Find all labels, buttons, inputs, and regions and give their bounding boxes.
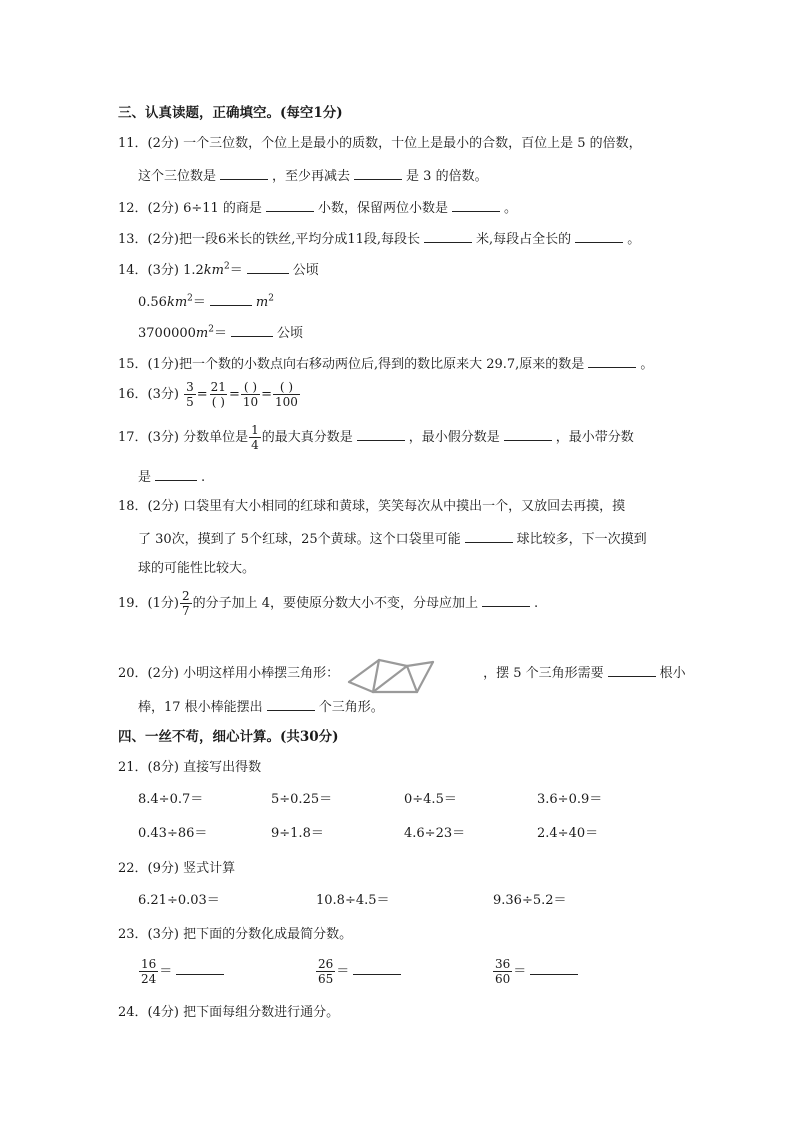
calc-item: 0.43÷86＝ [138, 826, 208, 841]
calc-item: 2.4÷40＝ [537, 826, 599, 841]
question-18-line2: 了 30次，摸到了 5个红球，25个黄球。这个口袋里可能 球比较多，下一次摸到 [138, 528, 647, 550]
question-11-line1: 11．(2分) 一个三位数，个位上是最小的质数，十位上是最小的合数，百位上是 5 的倍数， [118, 136, 642, 151]
question-14-line1: 14．(3分) $1.2km^2=$ 公顷 [118, 259, 319, 281]
question-20-line1: 20．(2分) 小明这样用小棒摆三角形： ，摆 5 个三角形需要 根小 [118, 648, 686, 700]
question-21-title: 21．(8分) 直接写出得数 [118, 760, 262, 775]
answer-blank[interactable] [465, 528, 513, 543]
answer-blank[interactable] [231, 322, 273, 337]
calc-item: 10.8÷4.5＝ [316, 893, 390, 908]
question-19: 19．(1分) $\frac{2}{7}$ 的分子加上 4，要使原分数大小不变，分母应加上 . [118, 589, 539, 618]
question-18-line1: 18．(2分) 口袋里有大小相同的红球和黄球，笑笑每次从中摸出一个，又放回去再摸，摸 [118, 499, 626, 514]
answer-blank[interactable] [210, 291, 252, 306]
question-24-title: 24．(4分) 把下面每组分数进行通分。 [118, 1005, 340, 1020]
answer-blank[interactable] [247, 259, 289, 274]
answer-blank[interactable] [575, 228, 623, 243]
fraction: $\frac{( )}{100}$ [275, 380, 298, 409]
question-17-line2: 是 . [138, 466, 205, 488]
answer-blank[interactable] [176, 960, 224, 975]
question-14-line2: $0.56km^2= m^2$ [138, 291, 274, 313]
calc-item: 6.21÷0.03＝ [138, 893, 220, 908]
calc-item: 4.6÷23＝ [404, 826, 466, 841]
fraction: $\frac{16}{24}$ [141, 957, 157, 986]
question-16: 16．(3分) $\frac{3}{5}$ = $\frac{21}{( )}$ = $\frac{( )}{10}$ = $\frac{( )}{100}$ [118, 380, 298, 409]
question-17-line1: 17．(3分) 分数单位是 $\frac{1}{4}$ 的最大真分数是 ，最小假分数是 ，最小带分数 [118, 423, 634, 452]
answer-blank[interactable] [220, 165, 268, 180]
answer-blank[interactable] [588, 353, 636, 368]
fraction: $\frac{26}{65}$ [318, 957, 334, 986]
answer-blank[interactable] [353, 960, 401, 975]
question-13: 13．(2分)把一段6米长的铁丝,平均分成11段,每段长 米,每段占全长的 。 [118, 228, 640, 250]
question-20-line2: 棒，17 根小棒能摆出 个三角形。 [138, 696, 384, 718]
calc-item: 8.4÷0.7＝ [138, 792, 204, 807]
question-18-line3: 球的可能性比较大。 [138, 561, 256, 576]
fraction: $\frac{1}{4}$ [251, 423, 259, 452]
section-3-title: 三、认真读题，正确填空。(每空1分) [118, 105, 343, 121]
question-12: 12．(2分) 6÷11 的商是 小数，保留两位小数是 。 [118, 197, 517, 219]
answer-blank[interactable] [530, 960, 578, 975]
answer-blank[interactable] [155, 466, 197, 481]
calc-item: 5÷0.25＝ [271, 792, 333, 807]
answer-blank[interactable] [482, 592, 530, 607]
question-22-title: 22．(9分) 竖式计算 [118, 861, 236, 876]
answer-blank[interactable] [354, 165, 402, 180]
answer-blank[interactable] [608, 662, 656, 677]
answer-blank[interactable] [267, 696, 315, 711]
answer-blank[interactable] [424, 228, 472, 243]
triangle-sticks-figure [343, 652, 439, 696]
calc-item: 9.36÷5.2＝ [493, 893, 567, 908]
fraction: $\frac{( )}{10}$ [242, 380, 259, 409]
answer-blank[interactable] [504, 426, 552, 441]
question-23-title: 23．(3分) 把下面的分数化成最简分数。 [118, 927, 353, 942]
calc-item: 3.6÷0.9＝ [537, 792, 603, 807]
fraction: $\frac{3}{5}$ [186, 380, 194, 409]
calc-item: 9÷1.8＝ [271, 826, 324, 841]
fraction: $\frac{2}{7}$ [181, 589, 190, 618]
answer-blank[interactable] [266, 197, 314, 212]
question-11-line2: 这个三位数是 ，至少再减去 是 3 的倍数。 [138, 165, 488, 187]
question-14-line3: $3700000m^2=$ 公顷 [138, 322, 303, 344]
fraction-item: $\frac{26}{65}$ ＝ [315, 956, 405, 988]
calc-item: 0÷4.5＝ [404, 792, 457, 807]
fraction-item: $\frac{16}{24}$ ＝ [138, 956, 228, 988]
fraction: $\frac{36}{60}$ [495, 957, 511, 986]
answer-blank[interactable] [452, 197, 500, 212]
question-15: 15．(1分)把一个数的小数点向右移动两位后,得到的数比原来大 29.7,原来的数是 。 [118, 353, 653, 375]
answer-blank[interactable] [357, 426, 405, 441]
fraction-item: $\frac{36}{60}$ ＝ [492, 956, 582, 988]
fraction: $\frac{21}{( )}$ [210, 380, 226, 409]
section-4-title: 四、一丝不苟，细心计算。(共30分) [118, 729, 339, 745]
